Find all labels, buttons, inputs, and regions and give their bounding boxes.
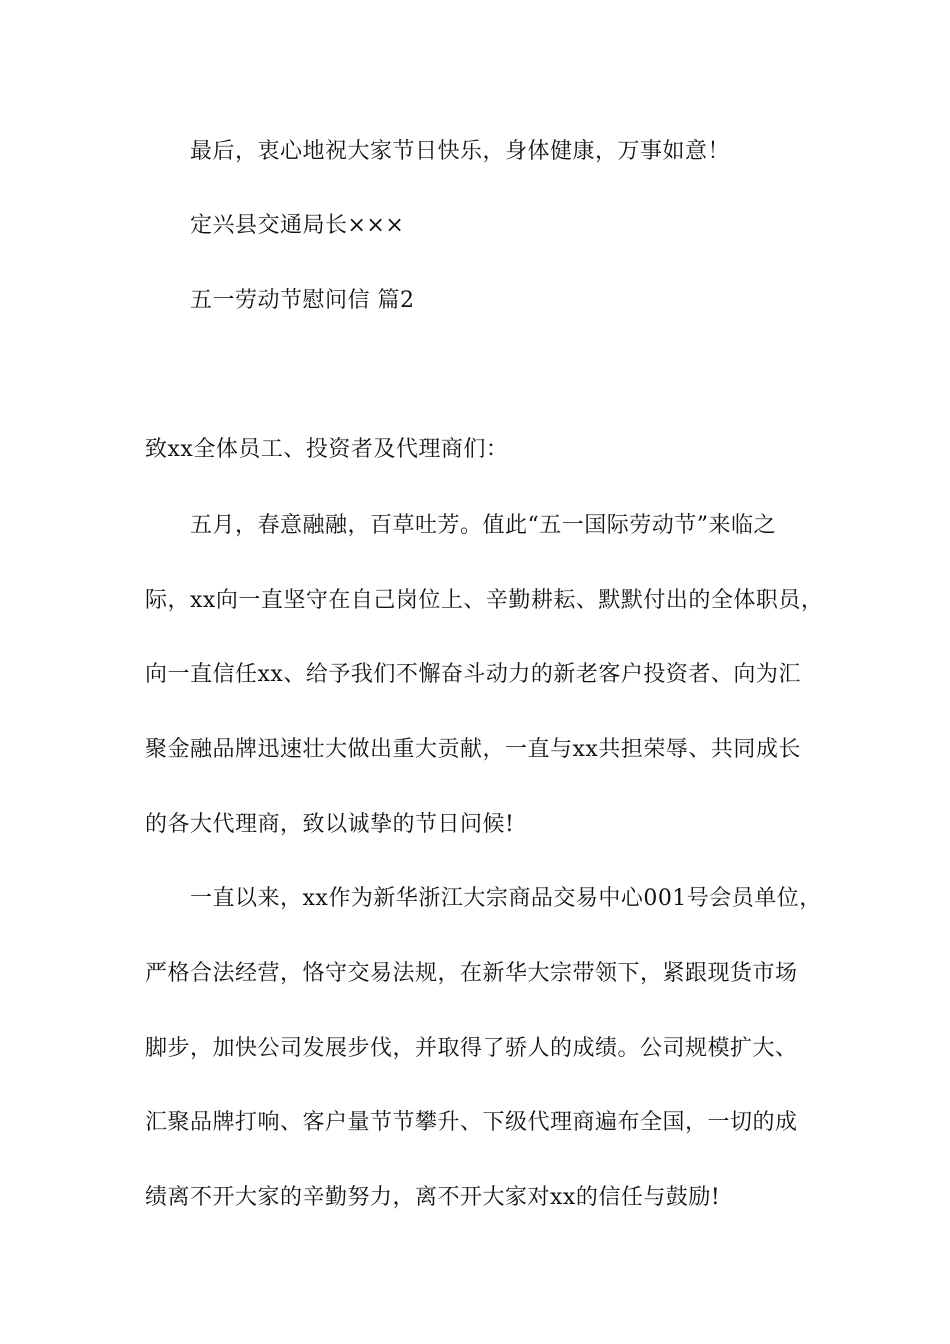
paragraph2-line: 一直以来，xx作为新华浙江大宗商品交易中心001号会员单位， (190, 886, 822, 911)
paragraph1-line: 的各大代理商，致以诚挚的节日问候! (145, 812, 515, 837)
paragraph2-line: 绩离不开大家的辛勤努力，离不开大家对xx的信任与鼓励! (145, 1185, 721, 1210)
paragraph1-line: 聚金融品牌迅速壮大做出重大贡献，一直与xx共担荣辱、共同成长 (145, 737, 801, 762)
paragraph2-line: 脚步，加快公司发展步伐，并取得了骄人的成绩。公司规模扩大、 (145, 1036, 798, 1061)
section-heading: 五一劳动节慰问信 篇2 (190, 288, 415, 313)
salutation: 致xx全体员工、投资者及代理商们： (145, 437, 509, 462)
signature: 定兴县交通局长××× (190, 213, 405, 238)
paragraph1-line: 五月，春意融融，百草吐芳。值此“五一国际劳动节”来临之 (190, 513, 776, 538)
paragraph1-line: 向一直信任xx、给予我们不懈奋斗动力的新老客户投资者、向为汇 (145, 662, 801, 687)
closing-wish: 最后，衷心地祝大家节日快乐，身体健康，万事如意！ (190, 139, 731, 164)
paragraph1-line: 际，xx向一直坚守在自己岗位上、辛勤耕耘、默默付出的全体职员， (145, 588, 824, 613)
paragraph2-line: 严格合法经营，恪守交易法规，在新华大宗带领下，紧跟现货市场 (145, 961, 798, 986)
paragraph2-line: 汇聚品牌打响、客户量节节攀升、下级代理商遍布全国，一切的成 (145, 1110, 798, 1135)
